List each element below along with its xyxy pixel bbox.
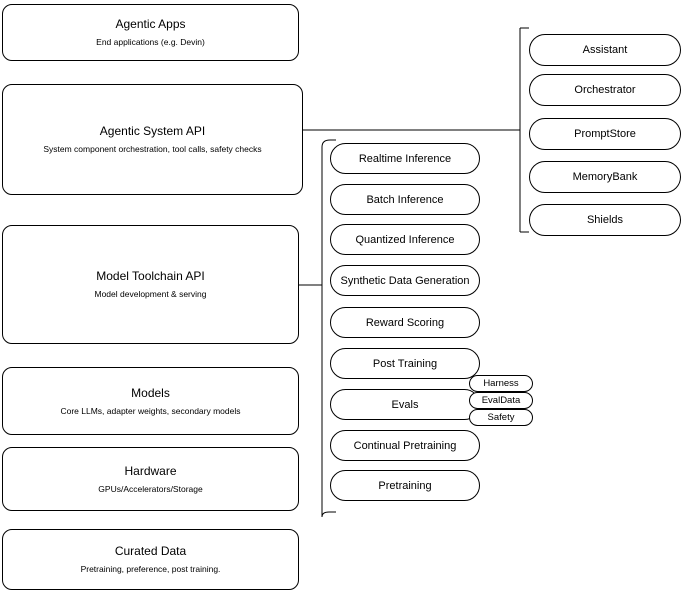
stack-layer-agentic-apps[interactable] xyxy=(2,4,299,61)
stack-layer-curated-data[interactable] xyxy=(2,529,299,590)
component-label: Safety xyxy=(487,412,515,423)
component-shields[interactable] xyxy=(529,204,681,236)
component-label: Post Training xyxy=(372,357,438,370)
component-label: Harness xyxy=(483,378,519,389)
stack-layer-subtitle: GPUs/Accelerators/Storage xyxy=(98,483,203,494)
stack-layer-title: Hardware xyxy=(124,463,177,478)
component-label: Evals xyxy=(391,398,419,411)
component-continual-pretraining[interactable] xyxy=(330,430,480,461)
stack-layer-model-toolchain-api[interactable] xyxy=(2,225,299,344)
component-batch-inference[interactable] xyxy=(330,184,480,215)
component-evaldata[interactable] xyxy=(469,392,533,409)
component-realtime-inference[interactable] xyxy=(330,143,480,174)
component-label: Quantized Inference xyxy=(355,233,455,246)
component-label: Reward Scoring xyxy=(365,316,445,329)
stack-layer-subtitle: Core LLMs, adapter weights, secondary models xyxy=(60,405,241,416)
component-label: Orchestrator xyxy=(574,84,636,96)
stack-layer-hardware[interactable] xyxy=(2,447,299,511)
stack-layer-models[interactable] xyxy=(2,367,299,435)
stack-layer-subtitle: End applications (e.g. Devin) xyxy=(96,37,205,47)
component-label: EvalData xyxy=(481,395,521,406)
stack-layer-title: Models xyxy=(131,385,170,400)
component-post-training[interactable] xyxy=(330,348,480,379)
component-synthetic-data-generation[interactable] xyxy=(330,265,480,296)
component-label: Assistant xyxy=(582,44,628,56)
component-evals[interactable] xyxy=(330,389,480,420)
stack-layer-subtitle: System component orchestration, tool calls, safety checks xyxy=(43,144,262,154)
stack-layer-title: Agentic Apps xyxy=(115,17,186,31)
component-pretraining[interactable] xyxy=(330,470,480,501)
component-label: Batch Inference xyxy=(366,193,444,206)
component-orchestrator[interactable] xyxy=(529,74,681,106)
component-promptstore[interactable] xyxy=(529,118,681,150)
component-label: Continual Pretraining xyxy=(353,439,457,452)
component-assistant[interactable] xyxy=(529,34,681,66)
component-label: PromptStore xyxy=(574,128,636,140)
stack-layer-title: Model Toolchain API xyxy=(96,269,205,283)
stack-layer-subtitle: Model development & serving xyxy=(94,289,207,299)
component-label: Realtime Inference xyxy=(358,152,452,165)
stack-layer-agentic-system-api[interactable] xyxy=(2,84,303,195)
stack-layer-title: Curated Data xyxy=(114,544,187,558)
component-harness[interactable] xyxy=(469,375,533,392)
component-reward-scoring[interactable] xyxy=(330,307,480,338)
component-label: MemoryBank xyxy=(572,171,638,183)
component-memorybank[interactable] xyxy=(529,161,681,193)
component-label: Synthetic Data Generation xyxy=(340,274,470,287)
component-quantized-inference[interactable] xyxy=(330,224,480,255)
stack-layer-title: Agentic System API xyxy=(99,124,206,138)
component-safety[interactable] xyxy=(469,409,533,426)
stack-layer-subtitle: Pretraining, preference, post training. xyxy=(80,564,221,574)
component-label: Pretraining xyxy=(378,479,432,492)
component-label: Shields xyxy=(586,214,624,226)
